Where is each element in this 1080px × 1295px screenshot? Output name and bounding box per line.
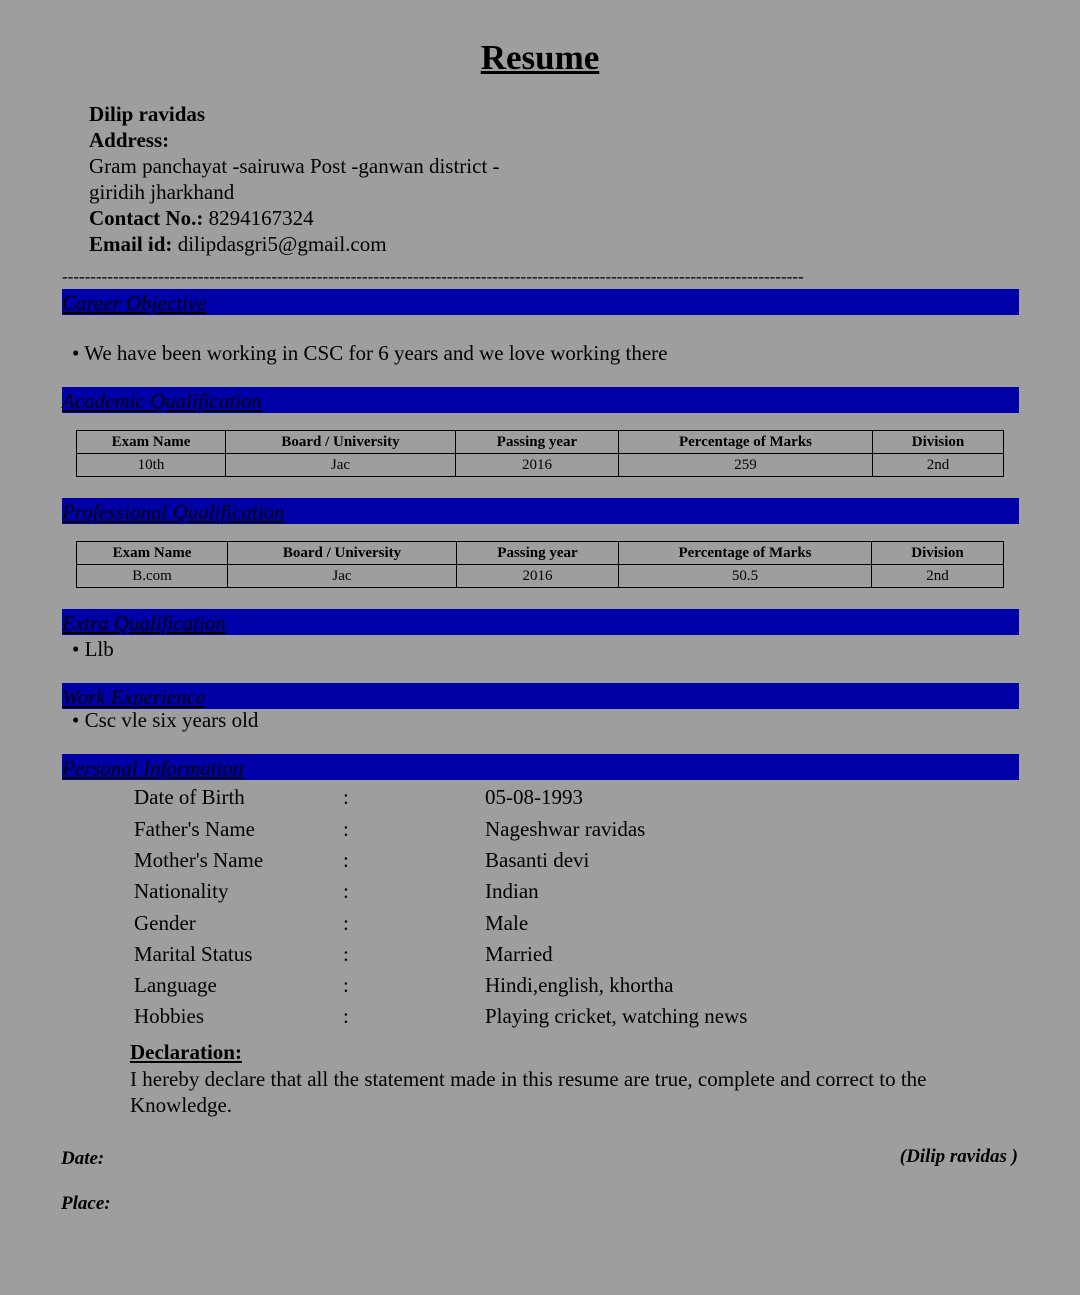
email-line [89, 231, 387, 257]
section-title: Personal Information [62, 756, 244, 780]
personal-label-mother: Mother's Name [134, 848, 264, 872]
section-extra-qualification [62, 609, 1019, 635]
personal-colon: : [343, 942, 349, 966]
section-work-experience [62, 683, 1019, 709]
contact-value: 8294167324 [208, 206, 314, 230]
work-experience-text: • Csc vle six years old [72, 708, 259, 732]
table-cell: Jac [228, 565, 457, 588]
address-line-2: giridih jharkhand [89, 180, 235, 204]
personal-colon: : [343, 973, 349, 997]
place-label: Place: [61, 1193, 111, 1214]
divider-line: ----------------------------------------------------------------------------------------------------------------------------------- [62, 267, 804, 286]
section-title: Work Experience [62, 685, 206, 709]
personal-value-marital: Married [485, 942, 553, 966]
table-cell: 2016 [456, 454, 619, 477]
date-label: Date: [61, 1148, 105, 1169]
address-label: Address: [89, 128, 170, 152]
declaration-heading: Declaration: [130, 1040, 242, 1064]
academic-table [76, 430, 1004, 477]
column-header: Division [873, 431, 1004, 454]
column-header: Board / University [226, 431, 456, 454]
table-cell: 259 [619, 454, 873, 477]
personal-label-dob: Date of Birth [134, 785, 245, 809]
column-header: Division [872, 542, 1004, 565]
table-cell: 2nd [873, 454, 1004, 477]
personal-label-gender: Gender [134, 911, 196, 935]
personal-value-mother: Basanti devi [485, 848, 590, 872]
professional-table [76, 541, 1004, 588]
personal-value-father: Nageshwar ravidas [485, 817, 646, 841]
personal-colon: : [343, 879, 349, 903]
column-header: Passing year [457, 542, 619, 565]
personal-colon: : [343, 1004, 349, 1028]
personal-label-nationality: Nationality [134, 879, 229, 903]
personal-value-language: Hindi,english, khortha [485, 973, 674, 997]
personal-value-dob: 05-08-1993 [485, 785, 583, 809]
personal-label-hobbies: Hobbies [134, 1004, 204, 1028]
table-header-row [77, 542, 1004, 565]
section-personal-information [62, 754, 1019, 780]
section-title: Academic Qualification [62, 389, 263, 413]
table-cell: 2nd [872, 565, 1004, 588]
signature-name: (Dilip ravidas ) [899, 1146, 1018, 1167]
personal-value-nationality: Indian [485, 879, 539, 903]
column-header: Exam Name [77, 542, 228, 565]
section-title: Extra Qualification [62, 611, 226, 635]
table-row [77, 454, 1004, 477]
personal-colon: : [343, 785, 349, 809]
section-career-objective [62, 289, 1019, 315]
declaration-text: I hereby declare that all the statement made in this resume are true, complete and correct to the Knowledge. [130, 1067, 927, 1117]
table-cell: B.com [77, 565, 228, 588]
resume-title: Resume [480, 38, 600, 77]
personal-label-marital: Marital Status [134, 942, 253, 966]
section-academic-qualification [62, 387, 1019, 413]
personal-value-gender: Male [485, 911, 529, 935]
section-title: Professional Qualification [62, 500, 285, 524]
career-objective-text: • We have been working in CSC for 6 years and we love working there [72, 341, 668, 365]
section-title: Career Objective [62, 291, 207, 315]
personal-colon: : [343, 848, 349, 872]
personal-label-language: Language [134, 973, 217, 997]
address-line-1: Gram panchayat -sairuwa Post -ganwan district - [89, 154, 500, 178]
column-header: Exam Name [77, 431, 226, 454]
email-label: Email id: [89, 232, 173, 256]
contact-line [89, 205, 314, 231]
email-value: dilipdasgri5@gmail.com [177, 232, 387, 256]
section-professional-qualification [62, 498, 1019, 524]
table-header-row [77, 431, 1004, 454]
table-cell: 10th [77, 454, 226, 477]
personal-value-hobbies: Playing cricket, watching news [485, 1004, 748, 1028]
column-header: Percentage of Marks [619, 431, 873, 454]
personal-colon: : [343, 911, 349, 935]
column-header: Board / University [228, 542, 457, 565]
personal-colon: : [343, 817, 349, 841]
table-cell: 2016 [457, 565, 619, 588]
contact-label: Contact No.: [89, 206, 204, 230]
table-row [77, 565, 1004, 588]
extra-qualification-text: • Llb [72, 637, 114, 661]
personal-label-father: Father's Name [134, 817, 255, 841]
table-cell: 50.5 [619, 565, 872, 588]
column-header: Percentage of Marks [619, 542, 872, 565]
candidate-name: Dilip ravidas [89, 102, 206, 126]
column-header: Passing year [456, 431, 619, 454]
table-cell: Jac [226, 454, 456, 477]
